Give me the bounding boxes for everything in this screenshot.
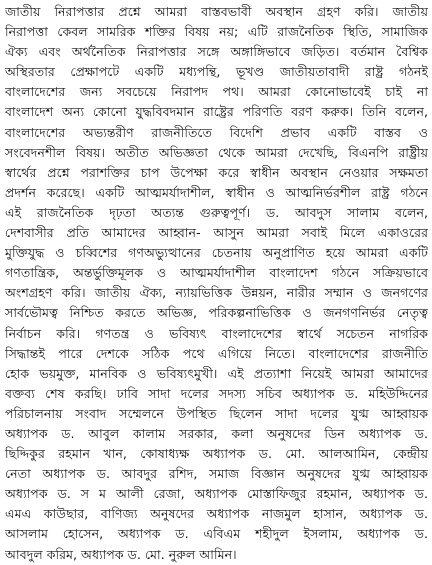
text-line: বাংলাদেশের অভ্যন্তরীণ রাজনীতিতে বিদেশি প্রভাব একটি বাস্তব ও [5, 124, 428, 140]
text-line: বাংলাদেশ অন্য কোনো যুদ্ধবিবদমান রাষ্ট্রের পরিণতি বরণ করুক। তিনি বলেন, [5, 104, 428, 120]
text-line: মুক্তিযুদ্ধ ও চব্বিশের গণঅভ্যুত্থানের চেতনায় অনুপ্রাণিত হয়ে আমরা একটি [5, 245, 428, 261]
text-line: অস্থিরতার প্রেক্ষাপটে একটি মধ্যপন্থি, ভূখণ্ড জাতীয়তাবাদী রাষ্ট্র গঠনই [5, 64, 428, 80]
text-line: জাতীয় নিরাপত্তার প্রশ্নে আমরা বাস্তবভাবী অবস্থান গ্রহণ করি। জাতীয় [5, 4, 428, 19]
text-line: গণতান্ত্রিক, অন্তর্ভুক্তিমূলক ও আত্মমর্যাদাশীল বাংলাদেশ গঠনে সক্রিয়ভাবে [5, 265, 428, 281]
text-line: পরিচালনায় সংবাদ সম্মেলনে উপস্থিত ছিলেন সাদা দলের যুগ্ম আহ্বায়ক [5, 405, 428, 421]
text-line: বাংলাদেশের জন্য সবচেয়ে নিরাপদ পথ। আমরা কোনোভাবেই চাই না [5, 84, 428, 100]
text-line: এমএ কাউছার, বাণিজ্য অনুষদের অধ্যাপক নাজমুল হাসান, অধ্যাপক ড. [5, 506, 428, 522]
text-line: এই রাজনৈতিক দৃঢ়তা অত্যন্ত গুরুত্বপূর্ণ। ড. আবদুস সালাম বলেন, [5, 204, 428, 220]
text-line: দেশবাসীর প্রতি আমাদের আহ্বান- আসুন আমরা সবাই মিলে একাওরের [5, 225, 428, 241]
text-line: বক্তব্য শেষ করছি। ঢাবি সাদা দলের সদস্য সচিব অধ্যাপক ড. মহিউদ্দিনের [5, 385, 428, 401]
text-line: ছিদ্দিকুর রহমান খান, কোষাধ্যক্ষ অধ্যাপক ড. মো. আলআমিন, কেন্দ্রীয় [5, 446, 428, 462]
text-line: ঐক্য এবং অর্থনৈতিক নিরাপত্তার সঙ্গে অঙ্গাঙ্গিভাবে জড়িত। বর্তমান বৈশ্বিক [5, 44, 428, 60]
text-line: সার্বভৌমত্ব নিশ্চিত করতে অভিজ্ঞ, পরিকল্পনাভিত্তিক ও জনগণনির্ভর নেতৃত্ব [5, 305, 428, 321]
text-line: নিরাপত্তা কেবল সামরিক শক্তির বিষয় নয়; এটি রাজনৈতিক স্থিতি, সামাজিক [5, 24, 428, 40]
text-line: সিদ্ধান্তই পারে দেশকে সঠিক পথে এগিয়ে নিতে। বাংলাদেশের রাজনীতি [5, 345, 428, 361]
text-line: সংবেদনশীল বিষয়। অতীত অভিজ্ঞতা থেকে আমরা দেখেছি, বিএনপি রাষ্ট্রীয় [5, 144, 428, 160]
text-line: প্রদর্শন করেছে। একটি আত্মমর্যাদাশীল, স্বাধীন ও আত্মনির্ভরশীল রাষ্ট্র গঠনে [5, 184, 428, 200]
text-line: নেতা অধ্যাপক ড. আবদুর রশিদ, সমাজ বিজ্ঞান অনুষদের যুগ্ম আহ্বায়ক [5, 466, 428, 482]
text-line: অধ্যাপক ড. স ম আলী রেজা, অধ্যাপক মোস্তাফিজুর রহমান, অধ্যাপক ড. [5, 486, 428, 502]
text-line: হোক ভয়মুক্ত, মানবিক ও ভবিষ্যৎমুখী। এই প্রত্যাশা নিয়েই আমরা আমাদের [5, 365, 428, 381]
text-line: আসলাম হোসেন, অধ্যাপক ড. এবিএম শহীদুল ইসলাম, অধ্যাপক ড. [5, 526, 428, 542]
text-line: অধ্যাপক ড. আবুল কালাম সরকার, কলা অনুষদের ডিন অধ্যাপক ড. [5, 425, 428, 441]
text-line: স্বার্থের প্রশ্নে পরাশক্তির চাপ উপেক্ষা করে স্বাধীন অবস্থান নেওয়ার সক্ষমতা [5, 164, 428, 180]
text-line: আবদুল করিম, অধ্যাপক ড. মো. নুরুল আমিন। [5, 546, 237, 562]
text-line: অংশগ্রহণ করি। জাতীয় ঐক্য, ন্যায়ভিত্তিক উন্নয়ন, নারীর সম্মান ও জনগণের [5, 285, 428, 301]
text-line: নির্বাচন করি। গণতন্ত্র ও ভবিষ্যৎ বাংলাদেশের স্বার্থে সচেতন নাগরিক [5, 325, 428, 341]
